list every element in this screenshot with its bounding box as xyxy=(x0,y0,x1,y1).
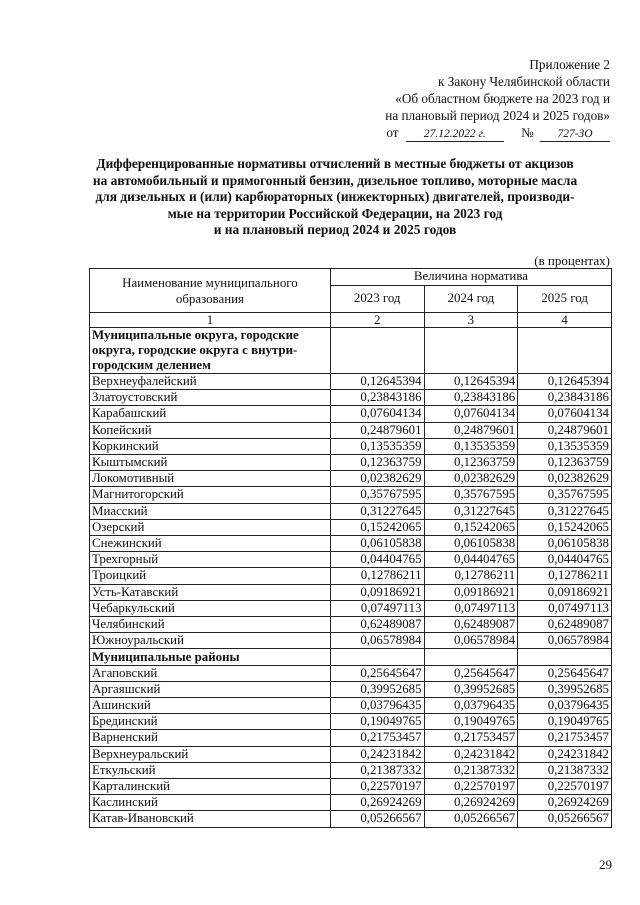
municipality-name: Озерский xyxy=(90,519,331,535)
normative-value: 0,09186921 xyxy=(424,584,518,600)
table-row xyxy=(90,698,612,714)
normative-value: 0,07604134 xyxy=(424,406,518,422)
empty-cell xyxy=(518,649,612,665)
normative-value: 0,05266567 xyxy=(330,811,424,827)
header-year-2025: 2025 год xyxy=(518,286,612,313)
normative-value: 0,24879601 xyxy=(424,422,518,438)
table-row xyxy=(90,762,612,778)
normative-value: 0,12363759 xyxy=(518,455,612,471)
section-title: Муниципальные округа, городские округа, городские округа с внутри-городским делением xyxy=(90,328,331,374)
empty-cell xyxy=(330,328,424,374)
table-row xyxy=(90,438,612,454)
normative-value: 0,06578984 xyxy=(424,633,518,649)
normative-value: 0,09186921 xyxy=(330,584,424,600)
title-line: на автомобильный и прямогонный бензин, дизельное топливо, моторные масла xyxy=(92,172,578,188)
appendix-date-number xyxy=(386,124,610,142)
normative-value: 0,24879601 xyxy=(518,422,612,438)
normative-value: 0,02382629 xyxy=(330,471,424,487)
section-title: Муниципальные районы xyxy=(90,649,331,665)
column-numbers-row xyxy=(90,313,612,328)
table-row xyxy=(90,487,612,503)
column-number: 4 xyxy=(518,313,612,328)
title-line: мые на территории Российской Федерации, на 2023 год xyxy=(167,205,503,221)
normative-value: 0,62489087 xyxy=(424,617,518,633)
municipality-name: Усть-Катавский xyxy=(90,584,331,600)
table-row xyxy=(90,681,612,697)
table-row xyxy=(90,600,612,616)
normative-value: 0,03796435 xyxy=(518,698,612,714)
municipality-name: Каслинский xyxy=(90,795,331,811)
normative-value: 0,21387332 xyxy=(424,762,518,778)
municipality-name: Ашинский xyxy=(90,698,331,714)
normative-value: 0,07497113 xyxy=(330,600,424,616)
unit-label: (в процентах) xyxy=(534,253,610,268)
normative-value: 0,09186921 xyxy=(518,584,612,600)
normative-value: 0,39952685 xyxy=(424,681,518,697)
table-row xyxy=(90,617,612,633)
normative-value: 0,04404765 xyxy=(424,552,518,568)
normative-value: 0,25645647 xyxy=(330,665,424,681)
table-row xyxy=(90,455,612,471)
normative-value: 0,19049765 xyxy=(424,714,518,730)
municipality-name: Карабашский xyxy=(90,406,331,422)
section-row xyxy=(90,328,612,374)
title-line: для дизельных и (или) карбюраторных (инжекторных) двигателей, производи- xyxy=(95,189,575,204)
normative-value: 0,21387332 xyxy=(518,762,612,778)
header-name: Наименование муниципального образования xyxy=(90,269,331,313)
municipality-name: Кыштымский xyxy=(90,455,331,471)
column-number: 2 xyxy=(330,313,424,328)
normative-value: 0,21753457 xyxy=(330,730,424,746)
normative-value: 0,62489087 xyxy=(330,617,424,633)
municipality-name: Локомотивный xyxy=(90,471,331,487)
municipality-name: Магнитогорский xyxy=(90,487,331,503)
table-row xyxy=(90,536,612,552)
table-row xyxy=(90,665,612,681)
empty-cell xyxy=(424,649,518,665)
table-row xyxy=(90,795,612,811)
normative-value: 0,12645394 xyxy=(518,374,612,390)
municipality-name: Миасский xyxy=(90,503,331,519)
column-number: 1 xyxy=(90,313,331,328)
municipality-name: Челябинский xyxy=(90,617,331,633)
table-row xyxy=(90,714,612,730)
normative-value: 0,04404765 xyxy=(518,552,612,568)
normative-value: 0,31227645 xyxy=(424,503,518,519)
normative-value: 0,05266567 xyxy=(518,811,612,827)
normative-value: 0,19049765 xyxy=(518,714,612,730)
table-row xyxy=(90,746,612,762)
municipality-name: Аргаяшский xyxy=(90,681,331,697)
normative-value: 0,12786211 xyxy=(330,568,424,584)
normative-value: 0,07497113 xyxy=(518,600,612,616)
municipality-name: Коркинский xyxy=(90,438,331,454)
document-title xyxy=(60,156,610,239)
municipality-name: Верхнеуфалейский xyxy=(90,374,331,390)
date-prefix: от xyxy=(386,125,399,140)
normative-value: 0,24879601 xyxy=(330,422,424,438)
normative-value: 0,05266567 xyxy=(424,811,518,827)
table-row xyxy=(90,730,612,746)
normative-value: 0,15242065 xyxy=(518,519,612,535)
normative-value: 0,24231842 xyxy=(330,746,424,762)
normative-value: 0,19049765 xyxy=(330,714,424,730)
table-row xyxy=(90,811,612,827)
normative-value: 0,04404765 xyxy=(330,552,424,568)
normative-value: 0,22570197 xyxy=(424,779,518,795)
normative-value: 0,26924269 xyxy=(518,795,612,811)
appendix-title: Приложение 2 xyxy=(529,57,610,72)
table-row xyxy=(90,584,612,600)
normative-value: 0,07604134 xyxy=(330,406,424,422)
normative-value: 0,35767595 xyxy=(330,487,424,503)
municipality-name: Агаповский xyxy=(90,665,331,681)
normative-value: 0,03796435 xyxy=(424,698,518,714)
column-number: 3 xyxy=(424,313,518,328)
municipality-name: Карталинский xyxy=(90,779,331,795)
header-year-2023: 2023 год xyxy=(330,286,424,313)
normative-value: 0,21753457 xyxy=(424,730,518,746)
normative-value: 0,07497113 xyxy=(424,600,518,616)
municipality-name: Златоустовский xyxy=(90,390,331,406)
normative-value: 0,23843186 xyxy=(518,390,612,406)
normative-value: 0,22570197 xyxy=(330,779,424,795)
normative-value: 0,26924269 xyxy=(424,795,518,811)
municipality-name: Южноуральский xyxy=(90,633,331,649)
table-row xyxy=(90,552,612,568)
table-row xyxy=(90,374,612,390)
table-row xyxy=(90,406,612,422)
normative-value: 0,24231842 xyxy=(518,746,612,762)
municipality-name: Трехгорный xyxy=(90,552,331,568)
normative-value: 0,06578984 xyxy=(330,633,424,649)
table-row xyxy=(90,633,612,649)
municipality-name: Брединский xyxy=(90,714,331,730)
number-prefix: № xyxy=(521,125,534,140)
section-row xyxy=(90,649,612,665)
table-row xyxy=(90,503,612,519)
page-number: 29 xyxy=(599,857,612,872)
municipality-name: Еткульский xyxy=(90,762,331,778)
normative-value: 0,22570197 xyxy=(518,779,612,795)
municipality-name: Катав-Ивановский xyxy=(90,811,331,827)
appendix-header xyxy=(290,56,610,142)
normative-value: 0,02382629 xyxy=(518,471,612,487)
empty-cell xyxy=(330,649,424,665)
normative-value: 0,02382629 xyxy=(424,471,518,487)
title-line: и на плановый период 2024 и 2025 годов xyxy=(213,222,457,237)
empty-cell xyxy=(424,328,518,374)
normative-value: 0,06105838 xyxy=(330,536,424,552)
municipality-name: Чебаркульский xyxy=(90,600,331,616)
municipality-name: Троицкий xyxy=(90,568,331,584)
normative-value: 0,31227645 xyxy=(518,503,612,519)
normative-value: 0,26924269 xyxy=(330,795,424,811)
normative-value: 0,06105838 xyxy=(518,536,612,552)
normative-value: 0,25645647 xyxy=(518,665,612,681)
appendix-law-ref: к Закону Челябинской области xyxy=(438,74,610,89)
normative-value: 0,15242065 xyxy=(424,519,518,535)
table-row xyxy=(90,779,612,795)
normative-value: 0,12363759 xyxy=(424,455,518,471)
normative-value: 0,35767595 xyxy=(518,487,612,503)
normative-value: 0,03796435 xyxy=(330,698,424,714)
header-value: Величина норматива xyxy=(330,269,611,286)
municipality-name: Верхнеуральский xyxy=(90,746,331,762)
normative-value: 0,39952685 xyxy=(330,681,424,697)
table-row xyxy=(90,471,612,487)
appendix-law-name-2: на плановый период 2024 и 2025 годов» xyxy=(385,108,610,123)
date-value: 27.12.2022 г. xyxy=(406,128,504,142)
table-row xyxy=(90,422,612,438)
table-row xyxy=(90,390,612,406)
header-year-2024: 2024 год xyxy=(424,286,518,313)
normative-value: 0,06578984 xyxy=(518,633,612,649)
number-value: 727-ЗО xyxy=(540,128,610,142)
appendix-law-name-1: «Об областном бюджете на 2023 год и xyxy=(395,91,610,106)
normative-value: 0,12645394 xyxy=(424,374,518,390)
normative-value: 0,06105838 xyxy=(424,536,518,552)
normative-value: 0,23843186 xyxy=(424,390,518,406)
normative-value: 0,12786211 xyxy=(518,568,612,584)
normative-value: 0,21387332 xyxy=(330,762,424,778)
normative-value: 0,12363759 xyxy=(330,455,424,471)
municipality-name: Копейский xyxy=(90,422,331,438)
normative-value: 0,15242065 xyxy=(330,519,424,535)
normative-value: 0,13535359 xyxy=(518,438,612,454)
normative-value: 0,25645647 xyxy=(424,665,518,681)
municipality-name: Варненский xyxy=(90,730,331,746)
normative-value: 0,31227645 xyxy=(330,503,424,519)
normative-value: 0,35767595 xyxy=(424,487,518,503)
normatives-table xyxy=(89,268,612,828)
normative-value: 0,07604134 xyxy=(518,406,612,422)
municipality-name: Снежинский xyxy=(90,536,331,552)
normative-value: 0,12786211 xyxy=(424,568,518,584)
normative-value: 0,12645394 xyxy=(330,374,424,390)
normative-value: 0,21753457 xyxy=(518,730,612,746)
normative-value: 0,62489087 xyxy=(518,617,612,633)
table-row xyxy=(90,519,612,535)
empty-cell xyxy=(518,328,612,374)
table-row xyxy=(90,568,612,584)
normative-value: 0,13535359 xyxy=(424,438,518,454)
normative-value: 0,24231842 xyxy=(424,746,518,762)
title-line: Дифференцированные нормативы отчислений в местные бюджеты от акцизов xyxy=(96,156,574,171)
normative-value: 0,39952685 xyxy=(518,681,612,697)
normative-value: 0,23843186 xyxy=(330,390,424,406)
normative-value: 0,13535359 xyxy=(330,438,424,454)
